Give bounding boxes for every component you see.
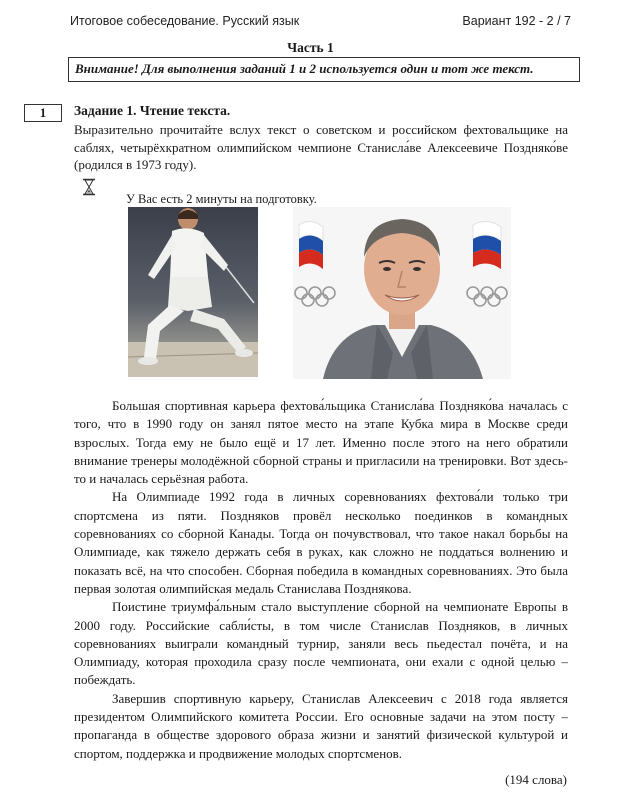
portrait-photo: [293, 207, 511, 379]
task-number-box: 1: [24, 104, 62, 122]
prep-time-note: У Вас есть 2 минуты на подготовку.: [126, 192, 317, 206]
paragraph: Завершив спортивную карьеру, Станислав Алексеевич с 2018 года является президентом Олимпийского комитета России. Его основные задачи на этом посту – пропаганда в обществе здорового образа жизни и занятий физической культурой и спортом, поддержка и продвижение молодых спортсменов.: [74, 690, 568, 761]
paragraph: Поистине триумфа́льным стало выступление сборной на чемпионате Европы в 2000 году. Российские сабли́сты, в том числе Станислав Поздняков, в личных соревнованиях выиграли командный турнир, заняли весь пьедестал почёта, и на Олимпиаду, которая проходила сразу после чемпионата, они ехали с одной целью – побеждать.: [74, 599, 568, 688]
paragraph: Большая спортивная карьера фехтова́льщика Станисла́ва Поздняко́ва началась с того, что в 1990 году он занял пятое место на этапе Кубка мира в Москве среди взрослых. Тогда ему не было ещё и 17 лет. Именно после этого на него обратили внимание тренеры молодёжной сборной страны и пригласили на тренировки. Вот здесь-то и началась серьёзная работа.: [74, 398, 568, 487]
main-text: [74, 397, 568, 763]
paragraph: На Олимпиаде 1992 года в личных соревнованиях фехтова́ли только три спортсмена из пяти. Поздняков провёл несколько поединков в командных соревнованиях со сборной Канады. Тогда он почувствовал, что такое накал борьбы на Олимпиаде, как тяжело держать себя в руках, как сложно не поддаться волнению и показать всё, на что способен. Сборная победила в командных соревнованиях. Это была первая золотая олимпийская медаль Станислава Позднякова.: [74, 489, 568, 596]
task-title: Задание 1. Чтение текста.: [74, 103, 231, 118]
word-count: (194 слова): [505, 772, 567, 787]
header-variant: Вариант 192 - 2 / 7: [462, 14, 571, 28]
attention-box: Внимание! Для выполнения заданий 1 и 2 используется один и тот же текст.: [68, 57, 580, 82]
part-title: Часть 1: [287, 40, 334, 55]
task-intro: Выразительно прочитайте вслух текст о советском и российском фехтовальщике на саблях, четырёхкратном олимпийском чемпионе Станисла́ве Алексеевиче Поздняко́ве (родился в 1973 году).: [74, 122, 568, 172]
fencer-photo: [128, 207, 258, 377]
header-subject: Итоговое собеседование. Русский язык: [70, 14, 300, 28]
hourglass-icon: [82, 178, 96, 196]
